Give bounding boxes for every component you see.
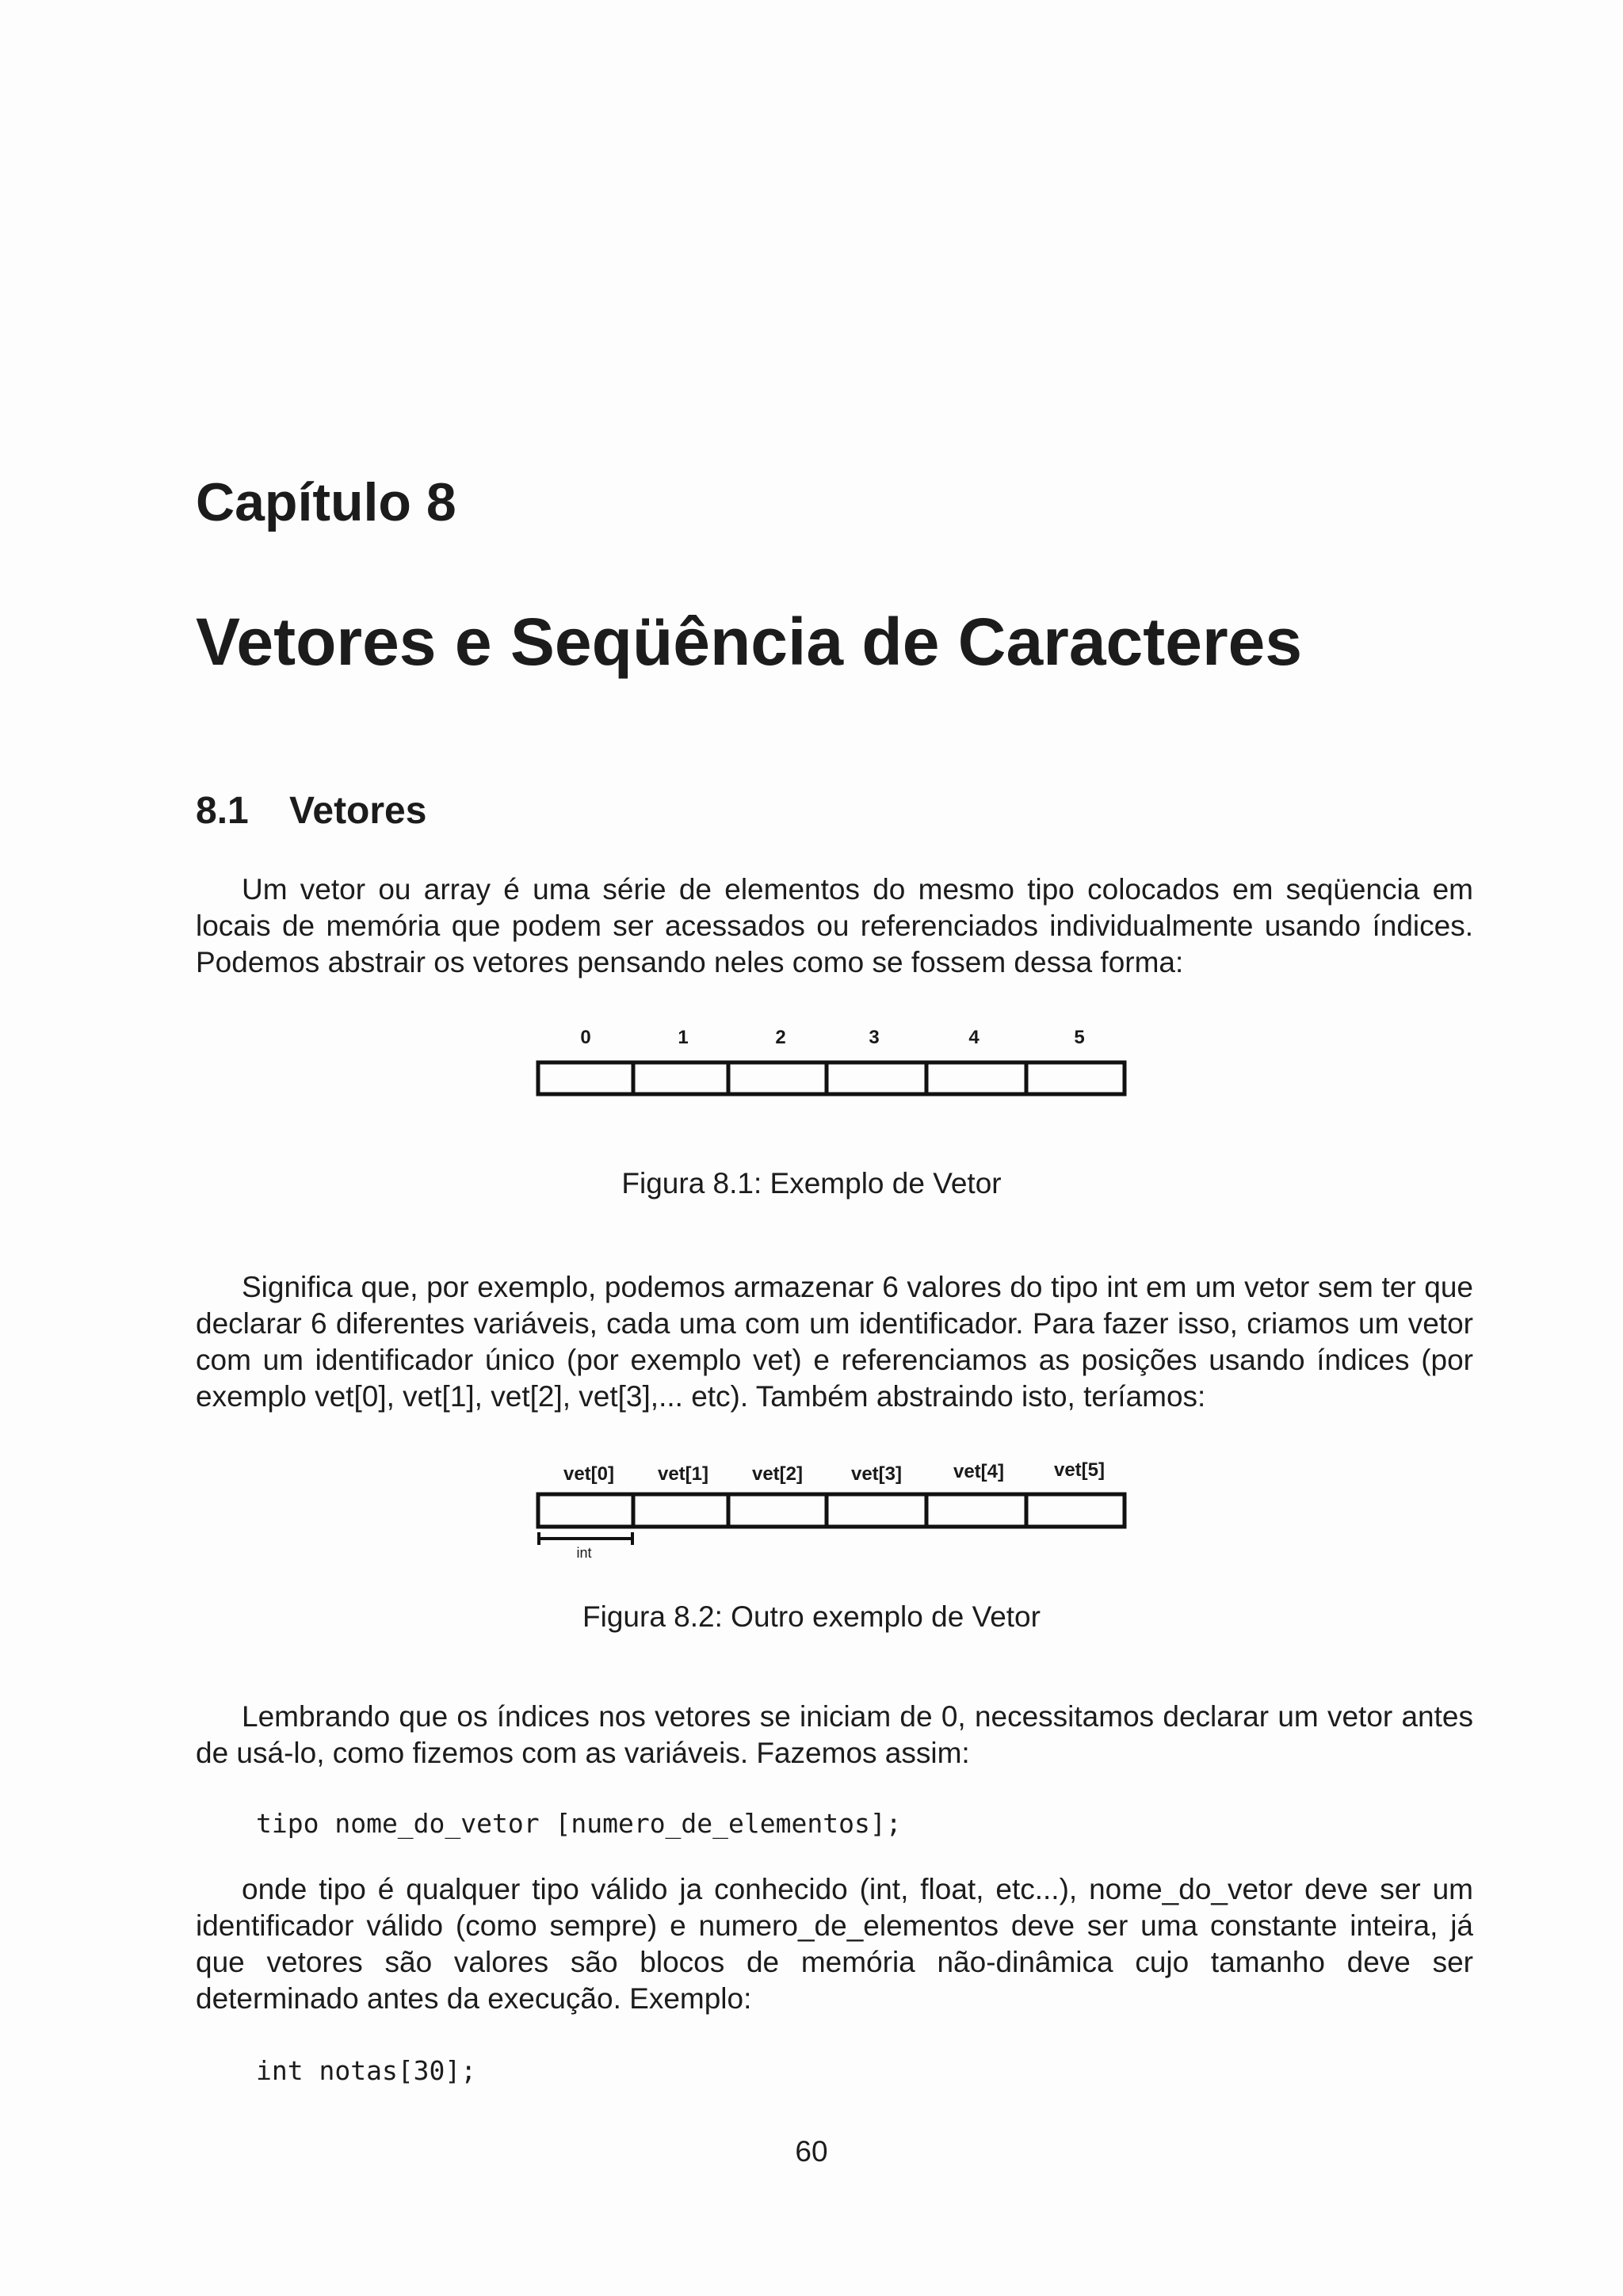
- array-cell: [926, 1494, 1026, 1527]
- element-label: vet[1]: [657, 1463, 709, 1485]
- index-label: 4: [968, 1027, 980, 1048]
- figure2-caption: Figura 8.2: Outro exemplo de Vetor: [582, 1600, 1041, 1633]
- paragraph-declaration: Lembrando que os índices nos vetores se iniciam de 0, necessitamos declarar um vetor antes de usá-lo, como fizemos com as variáveis. Fazemos assim:: [196, 1700, 1473, 1769]
- array-cell: [1026, 1494, 1125, 1527]
- array-cell: [633, 1494, 728, 1527]
- element-label: vet[3]: [850, 1463, 903, 1485]
- array-cell: [827, 1494, 926, 1527]
- section-title: Vetores: [289, 790, 427, 832]
- figure2-array-cells: [538, 1494, 1125, 1527]
- int-type-label: int: [576, 1545, 592, 1561]
- index-label: 3: [869, 1027, 880, 1048]
- index-label: 5: [1074, 1027, 1085, 1048]
- paragraph-type-explanation: onde tipo é qualquer tipo válido ja conhecido (int, float, etc...), nome_do_vetor deve ser um identificador válido (como sempre) e numero_de_elementos deve ser uma constante inteira, já que vetores são valores são blocos de memória não-dinâmica cujo tamanho deve ser determinado antes da execução. Exemplo:: [196, 1873, 1473, 2015]
- page-number: 60: [795, 2135, 828, 2168]
- section-number: 8.1: [196, 790, 249, 832]
- element-label: vet[4]: [953, 1461, 1005, 1482]
- chapter-label: Capítulo 8: [196, 472, 456, 532]
- figure1-caption: Figura 8.1: Exemplo de Vetor: [621, 1167, 1002, 1199]
- array-cell: [728, 1494, 827, 1527]
- array-cell: [538, 1494, 633, 1527]
- paragraph-explanation: Significa que, por exemplo, podemos armazenar 6 valores do tipo int em um vetor sem ter que declarar 6 diferentes variáveis, cada uma com um identificador. Para fazer isso, criamos um vetor com um identificador único (por exemplo vet) e referenciamos as posições usando índices (por exemplo vet[0], vet[1], vet[2], vet[3],... etc). Também abstraindo isto, teríamos:: [196, 1271, 1473, 1413]
- element-label: vet[0]: [563, 1463, 615, 1485]
- index-label: 1: [678, 1027, 689, 1048]
- code-declaration-syntax: tipo nome_do_vetor [numero_de_elementos];: [256, 1808, 902, 1839]
- int-size-bracket: [539, 1532, 632, 1545]
- element-label: vet[5]: [1053, 1459, 1106, 1481]
- paragraph-intro: Um vetor ou array é uma série de elementos do mesmo tipo colocados em seqüencia em locais de memória que podem ser acessados ou referenciados individualmente usando índices. Podemos abstrair os vetores pensando neles como se fossem dessa forma:: [196, 873, 1473, 978]
- index-label: 0: [580, 1027, 591, 1048]
- code-example: int notas[30];: [256, 2055, 477, 2086]
- figure2-element-labels: [563, 1459, 1105, 1485]
- index-label: 2: [775, 1027, 786, 1048]
- element-label: vet[2]: [751, 1463, 804, 1485]
- chapter-title: Vetores e Seqüência de Caracteres: [196, 605, 1303, 679]
